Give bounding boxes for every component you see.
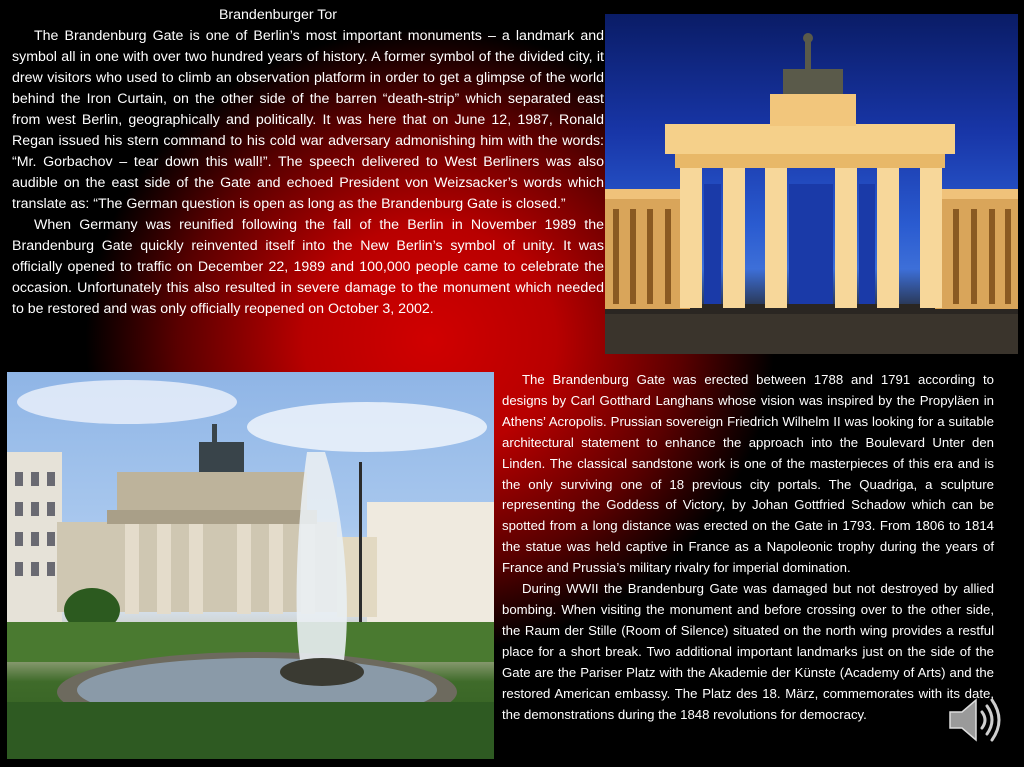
paragraph-4: During WWII the Brandenburg Gate was damaged but not destroyed by allied bombing. When visiting the monument and before crossing over to the other side, the Raum der Stille (Room of Silence) situated on the north wing provides a restful place for a short break. Two additional important landmarks just on the side of the Gate are the Pariser Platz with the Akademie der Künste (Academy of Arts) and the restored American embassy. The Platz des 18. März, commemorates with its date, the demonstrations during the 1848 revolutions for democracy. <box>502 581 994 722</box>
paragraph-1: The Brandenburg Gate is one of Berlin’s most important monuments – a landmark and symbol all in one with over two hundred years of history. A former symbol of the divided city, it drew visitors who used to climb an observation platform in order to get a glimpse of the world behind the Iron Curtain, on the other side of the barren “death-strip” which separated east from west Berlin, geographically and politically. It was here that on June 12, 1987, Ronald Regan issued his stern command to his cold war adversary admonishing him with the words: “Mr. Gorbachov – tear down this wall!”. The speech delivered to West Berliners was also audible on the east side of the Gate and echoed President von Weizsacker’s words which translate as: “The German question is open as long as the Brandenburg Gate is closed.” <box>12 28 604 212</box>
paragraph-2: When Germany was reunified following the fall of the Berlin in November 1989 the Brandenburg Gate quickly reinvented itself into the New Berlin’s symbol of unity. It was officially opened to traffic on December 22, 1989 and 100,000 people came to celebrate the occasion. Unfortunately this also resulted in severe damage to the monument which needed to be restored and was only officially reopened on October 3, 2002. <box>12 217 604 317</box>
page-title: Brandenburger Tor <box>218 7 338 23</box>
bottom-text-block <box>502 370 994 725</box>
brandenburg-gate-day-photo <box>7 372 494 759</box>
brandenburg-gate-night-photo <box>605 14 1018 354</box>
top-text-block <box>12 5 604 320</box>
paragraph-3: The Brandenburg Gate was erected between 1788 and 1791 according to designs by Carl Gotthard Langhans whose vision was inspired by the Propyläen in Athens’ Acropolis. Prussian sovereign Friedrich Wilhelm II was looking for a suitable architectural statement to enhance the approach into the Boulevard Unter den Linden. The classical sandstone work is one of the masterpieces of this era and is the only surviving one of 18 previous city portals. The Quadriga, a sculpture representing the Goddess of Victory, by Johan Gottfried Schadow which can be spotted from a long distance was erected on the Gate in 1793. From 1806 to 1814 the statue was held captive in France as a Napoleonic trophy during the years of France and Prussia’s military rivalry for imperial domination. <box>502 372 994 576</box>
speaker-icon[interactable] <box>944 690 1004 750</box>
